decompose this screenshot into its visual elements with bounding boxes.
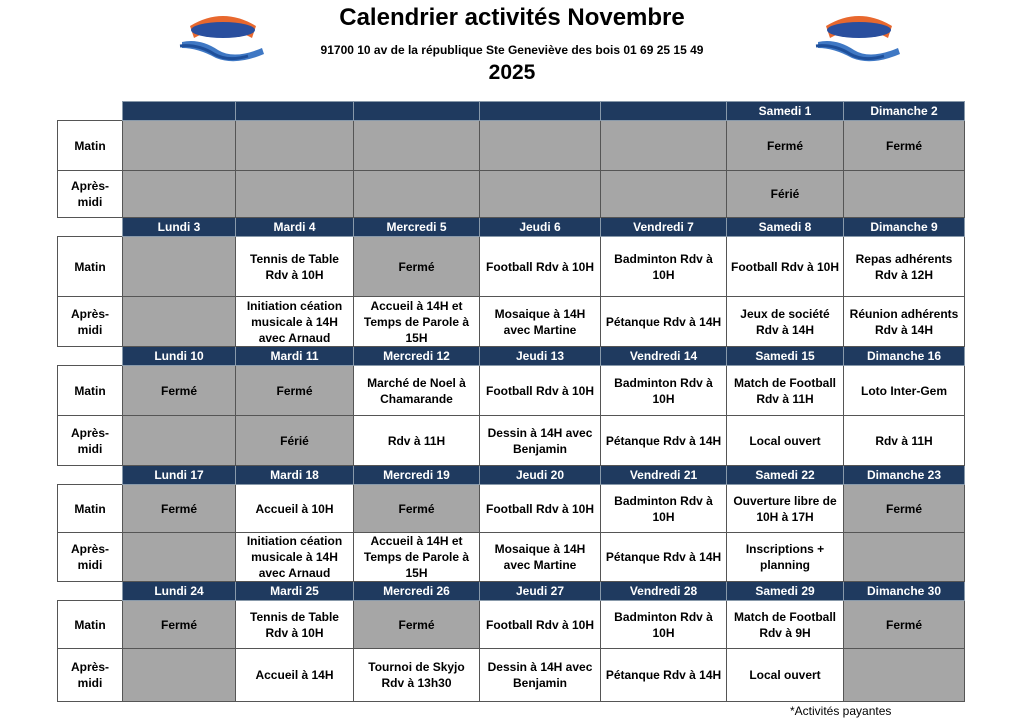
activity-cell: Accueil à 14H et Temps de Parole à 15H (354, 533, 480, 582)
activity-cell: Fermé (123, 485, 236, 533)
header-corner (58, 347, 123, 366)
activity-cell (480, 121, 601, 171)
activity-cell: Ouverture libre de 10H à 17H (727, 485, 844, 533)
activity-cell: Fermé (354, 601, 480, 649)
day-header (354, 102, 480, 121)
day-header: Dimanche 9 (844, 218, 965, 237)
activity-cell: Badminton Rdv à 10H (601, 366, 727, 416)
activity-cell (844, 171, 965, 218)
day-header: Jeudi 6 (480, 218, 601, 237)
page-title: Calendrier activités Novembre (339, 4, 685, 31)
activity-cell: Rdv à 11H (844, 416, 965, 466)
afternoon-row (58, 297, 965, 347)
header-corner (58, 466, 123, 485)
activity-cell (480, 171, 601, 218)
day-header: Jeudi 13 (480, 347, 601, 366)
day-header: Jeudi 20 (480, 466, 601, 485)
day-header: Vendredi 14 (601, 347, 727, 366)
afternoon-row (58, 649, 965, 702)
day-header: Lundi 17 (123, 466, 236, 485)
day-header: Lundi 10 (123, 347, 236, 366)
day-header: Mardi 25 (236, 582, 354, 601)
activity-cell: Local ouvert (727, 416, 844, 466)
activity-cell: Tournoi de Skyjo Rdv à 13h30 (354, 649, 480, 702)
activity-cell (601, 171, 727, 218)
day-header: Samedi 1 (727, 102, 844, 121)
afternoon-label: Après-midi (58, 533, 123, 582)
day-header: Mardi 18 (236, 466, 354, 485)
activity-cell (123, 121, 236, 171)
activity-cell: Pétanque Rdv à 14H (601, 533, 727, 582)
day-header: Mercredi 5 (354, 218, 480, 237)
activity-cell: Repas adhérents Rdv à 12H (844, 237, 965, 297)
day-header: Mercredi 12 (354, 347, 480, 366)
activity-cell: Fermé (236, 366, 354, 416)
day-header: Lundi 3 (123, 218, 236, 237)
activity-cell: Inscriptions + planning (727, 533, 844, 582)
afternoon-label: Après-midi (58, 416, 123, 466)
activity-cell: Fermé (123, 366, 236, 416)
activity-cell (123, 297, 236, 347)
activity-cell (844, 649, 965, 702)
day-header: Vendredi 28 (601, 582, 727, 601)
activity-cell: Football Rdv à 10H (480, 237, 601, 297)
morning-label: Matin (58, 366, 123, 416)
activity-cell: Match de Football Rdv à 11H (727, 366, 844, 416)
activity-cell: Férié (236, 416, 354, 466)
afternoon-row (58, 533, 965, 582)
activity-cell: Marché de Noel à Chamarande (354, 366, 480, 416)
morning-label: Matin (58, 121, 123, 171)
activity-cell: Mosaique à 14H avec Martine (480, 533, 601, 582)
activity-cell: Badminton Rdv à 10H (601, 601, 727, 649)
activity-cell: Accueil à 14H (236, 649, 354, 702)
activity-cell (354, 121, 480, 171)
day-header: Mercredi 26 (354, 582, 480, 601)
activity-cell: Pétanque Rdv à 14H (601, 297, 727, 347)
year-label: 2025 (488, 61, 536, 84)
activity-cell: Initiation céation musicale à 14H avec Arnaud (236, 297, 354, 347)
calendar-table (57, 101, 965, 702)
activity-cell: Initiation céation musicale à 14H avec Arnaud (236, 533, 354, 582)
activity-cell: Loto Inter-Gem (844, 366, 965, 416)
morning-label: Matin (58, 601, 123, 649)
activity-cell: Fermé (844, 485, 965, 533)
activity-cell (236, 121, 354, 171)
afternoon-label: Après-midi (58, 297, 123, 347)
day-header (123, 102, 236, 121)
activity-cell: Football Rdv à 10H (480, 601, 601, 649)
afternoon-row (58, 416, 965, 466)
morning-row (58, 237, 965, 297)
address-line: 91700 10 av de la république Ste Geneviève des bois 01 69 25 15 49 (320, 43, 704, 57)
activity-cell: Accueil à 14H et Temps de Parole à 15H (354, 297, 480, 347)
header-corner (58, 218, 123, 237)
header-corner (58, 582, 123, 601)
week-header-row (58, 466, 965, 485)
activity-cell: Dessin à 14H avec Benjamin (480, 416, 601, 466)
day-header: Samedi 22 (727, 466, 844, 485)
day-header: Vendredi 7 (601, 218, 727, 237)
day-header: Lundi 24 (123, 582, 236, 601)
activity-cell: Rdv à 11H (354, 416, 480, 466)
day-header: Dimanche 2 (844, 102, 965, 121)
day-header (480, 102, 601, 121)
day-header: Dimanche 30 (844, 582, 965, 601)
activity-cell: Local ouvert (727, 649, 844, 702)
activity-cell: Pétanque Rdv à 14H (601, 649, 727, 702)
morning-row (58, 485, 965, 533)
activity-cell: Fermé (354, 485, 480, 533)
activity-cell: Tennis de Table Rdv à 10H (236, 237, 354, 297)
day-header: Mardi 11 (236, 347, 354, 366)
footer-note: *Activités payantes (790, 704, 892, 718)
morning-row (58, 121, 965, 171)
activity-cell: Fermé (844, 601, 965, 649)
activity-cell: Réunion adhérents Rdv à 14H (844, 297, 965, 347)
week-header-row (58, 102, 965, 121)
activity-cell: Férié (727, 171, 844, 218)
afternoon-row (58, 171, 965, 218)
afternoon-label: Après-midi (58, 171, 123, 218)
morning-row (58, 366, 965, 416)
activity-cell: Football Rdv à 10H (727, 237, 844, 297)
activity-cell: Pétanque Rdv à 14H (601, 416, 727, 466)
activity-cell (123, 237, 236, 297)
activity-cell (601, 121, 727, 171)
activity-cell: Fermé (727, 121, 844, 171)
day-header: Mercredi 19 (354, 466, 480, 485)
day-header: Samedi 29 (727, 582, 844, 601)
activity-cell: Jeux de société Rdv à 14H (727, 297, 844, 347)
morning-label: Matin (58, 237, 123, 297)
day-header: Mardi 4 (236, 218, 354, 237)
morning-label: Matin (58, 485, 123, 533)
week-header-row (58, 218, 965, 237)
activity-cell: Dessin à 14H avec Benjamin (480, 649, 601, 702)
day-header (601, 102, 727, 121)
activity-cell: Fermé (123, 601, 236, 649)
day-header: Dimanche 23 (844, 466, 965, 485)
activity-cell: Accueil à 10H (236, 485, 354, 533)
day-header: Dimanche 16 (844, 347, 965, 366)
activity-cell (236, 171, 354, 218)
afternoon-label: Après-midi (58, 649, 123, 702)
activity-cell: Fermé (354, 237, 480, 297)
activity-cell: Fermé (844, 121, 965, 171)
activity-cell: Match de Football Rdv à 9H (727, 601, 844, 649)
activity-cell (123, 533, 236, 582)
day-header: Samedi 15 (727, 347, 844, 366)
week-header-row (58, 347, 965, 366)
activity-cell: Tennis de Table Rdv à 10H (236, 601, 354, 649)
activity-cell: Badminton Rdv à 10H (601, 237, 727, 297)
header-corner (58, 102, 123, 121)
activity-cell: Badminton Rdv à 10H (601, 485, 727, 533)
day-header: Vendredi 21 (601, 466, 727, 485)
activity-cell (123, 649, 236, 702)
activity-cell (123, 171, 236, 218)
activity-cell (354, 171, 480, 218)
activity-cell (844, 533, 965, 582)
activity-cell: Mosaique à 14H avec Martine (480, 297, 601, 347)
activity-cell (123, 416, 236, 466)
morning-row (58, 601, 965, 649)
activity-cell: Football Rdv à 10H (480, 366, 601, 416)
activity-cell: Football Rdv à 10H (480, 485, 601, 533)
day-header: Jeudi 27 (480, 582, 601, 601)
day-header (236, 102, 354, 121)
week-header-row (58, 582, 965, 601)
day-header: Samedi 8 (727, 218, 844, 237)
